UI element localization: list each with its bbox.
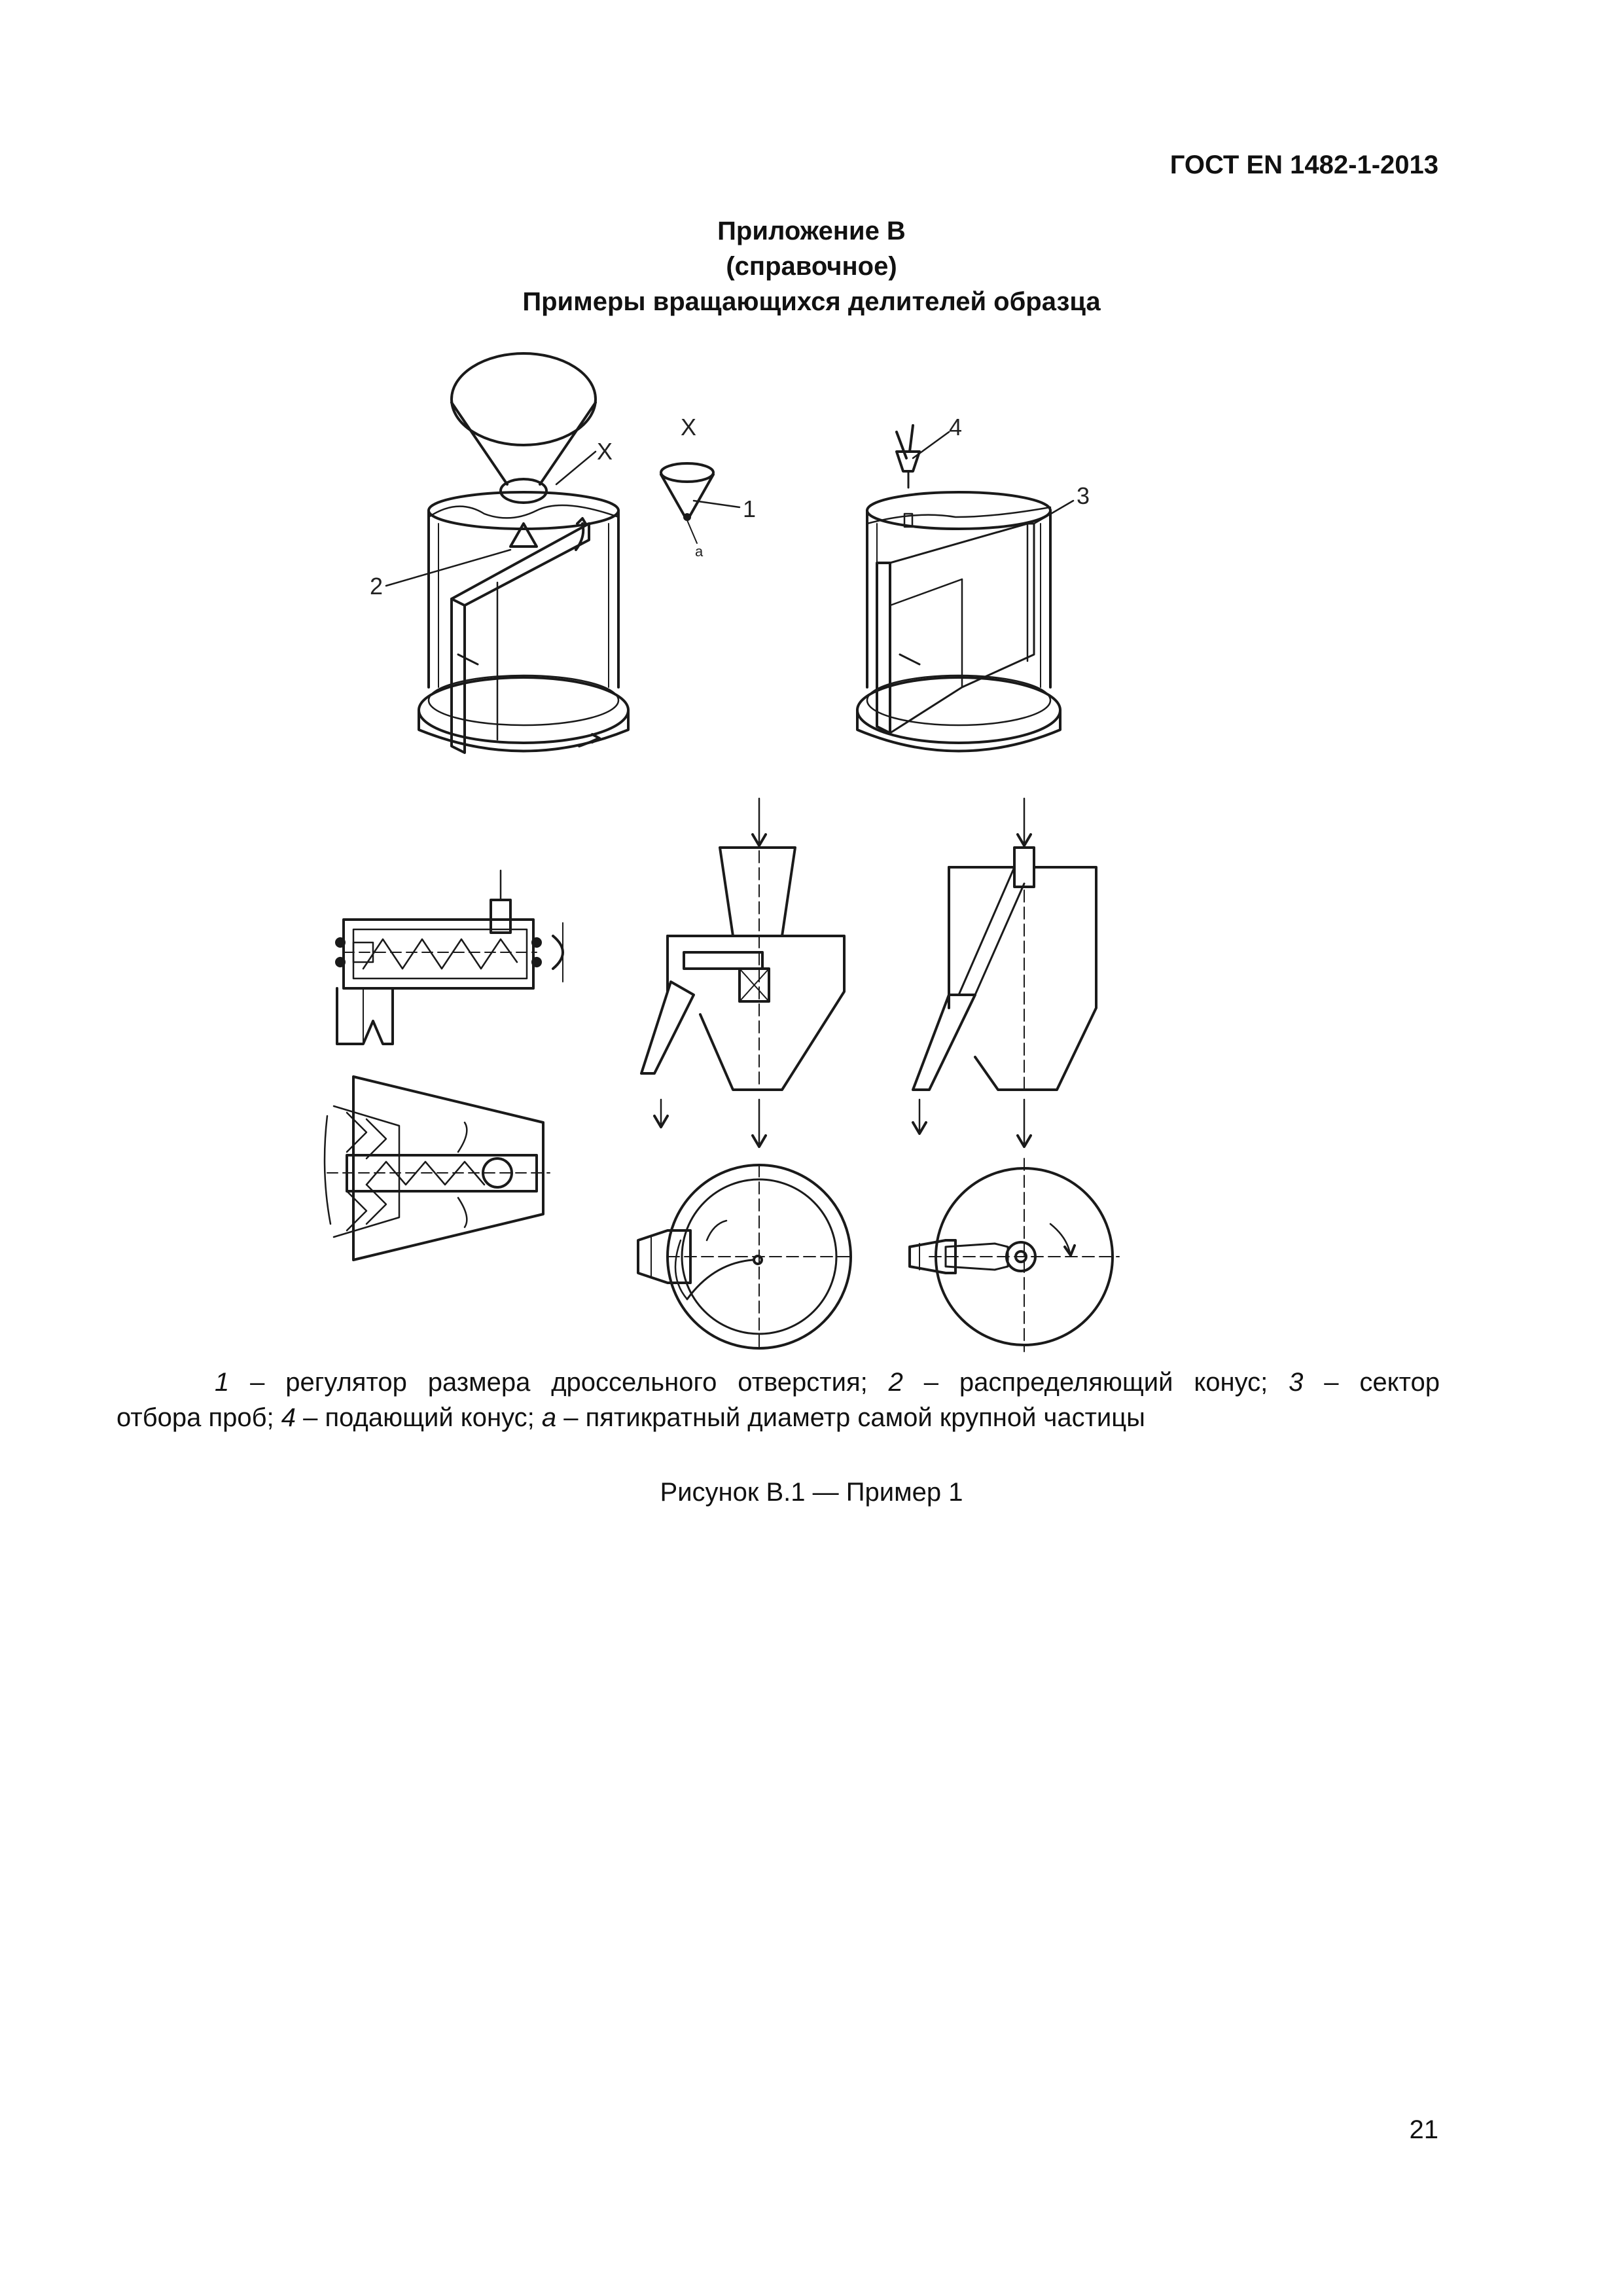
cylinder-divider-right bbox=[857, 425, 1073, 751]
legend-num-2: 2 bbox=[888, 1368, 903, 1397]
cylinder-divider-left bbox=[386, 353, 628, 753]
annex-status: (справочное) bbox=[726, 252, 897, 281]
label-a: a bbox=[695, 543, 704, 560]
chute-divider-top bbox=[910, 1158, 1119, 1352]
legend-num-a: a bbox=[541, 1403, 557, 1432]
figure-legend bbox=[116, 1365, 1440, 1435]
label-x-mark: X bbox=[681, 414, 697, 440]
label-3: 3 bbox=[1077, 482, 1090, 509]
label-4: 4 bbox=[949, 414, 963, 440]
figure-caption: Рисунок В.1 — Пример 1 bbox=[660, 1478, 963, 1507]
legend-text-4: – подающий конус; bbox=[296, 1403, 542, 1432]
label-1: 1 bbox=[743, 495, 757, 522]
screw-divider-side bbox=[336, 870, 563, 1044]
standard-number: ГОСТ EN 1482-1-2013 bbox=[1169, 151, 1438, 179]
label-x-detail: X bbox=[597, 438, 613, 465]
legend-text-a: – пятикратный диаметр самой крупной частицы bbox=[556, 1403, 1145, 1432]
legend-text-3: – сектор bbox=[1303, 1368, 1440, 1397]
legend-num-1: 1 bbox=[215, 1368, 230, 1397]
page-number: 21 bbox=[1409, 2115, 1438, 2144]
detail-x-cone bbox=[661, 463, 740, 543]
screw-divider-top bbox=[325, 1077, 550, 1260]
legend-text-2: – распределяющий конус; bbox=[902, 1368, 1289, 1397]
legend-line-1 bbox=[116, 1365, 1440, 1400]
legend-text-3-cont: отбора проб; bbox=[116, 1403, 281, 1432]
label-2: 2 bbox=[370, 573, 383, 600]
legend-line-2 bbox=[116, 1403, 1145, 1432]
annex-subtitle: Примеры вращающихся делителей образца bbox=[522, 287, 1101, 316]
legend-num-3: 3 bbox=[1289, 1368, 1304, 1397]
hopper-divider-top bbox=[638, 1165, 851, 1348]
hopper-divider-side bbox=[641, 798, 844, 1147]
legend-text-1: – регулятор размера дроссельного отверстия; bbox=[229, 1368, 889, 1397]
annex-title: Приложение В bbox=[717, 217, 906, 245]
chute-divider-side bbox=[913, 798, 1096, 1147]
legend-num-4: 4 bbox=[281, 1403, 296, 1432]
